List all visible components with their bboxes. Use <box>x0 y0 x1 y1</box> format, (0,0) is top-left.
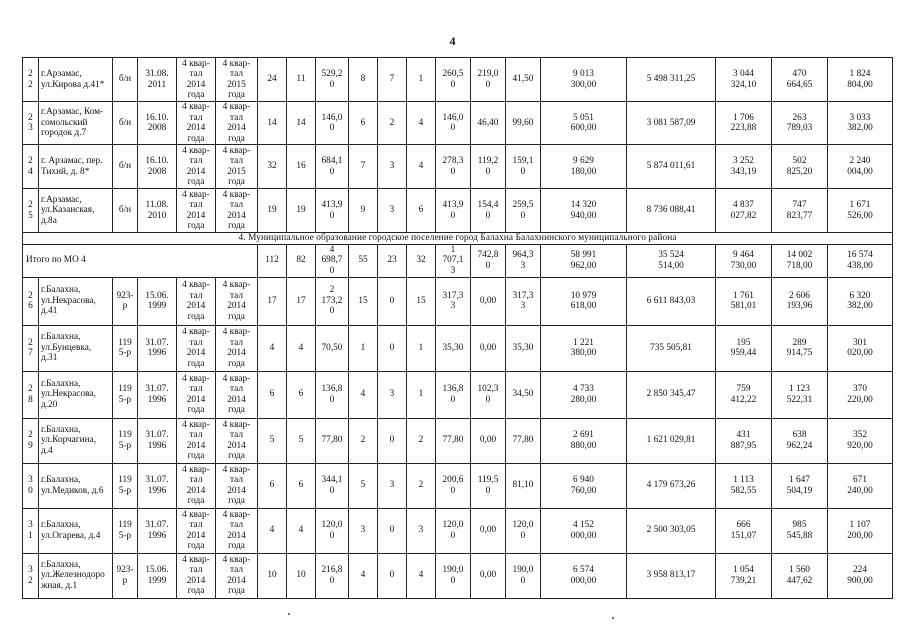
apartments-municipal-cell: 2 <box>407 418 436 463</box>
region-share-cell: 1 761 581,01 <box>716 277 772 325</box>
area-private-cell: 154,4 0 <box>471 189 506 233</box>
apartments-private-total: 23 <box>378 244 407 277</box>
actual-quarter-cell: 4 квар- тал 2014 года <box>216 418 258 463</box>
actual-quarter-cell: 4 квар- тал 2014 года <box>216 463 258 508</box>
document-number-cell: 119 5-р <box>113 508 138 553</box>
cost-total-cell: 14 320 940,00 <box>541 189 627 233</box>
planned-quarter-cell: 4 квар- тал 2014 года <box>177 277 216 325</box>
region-share-total: 9 464 730,00 <box>716 244 772 277</box>
residents-relocated-cell: 14 <box>287 102 316 145</box>
area-private-total: 742,8 0 <box>471 244 506 277</box>
document-date-cell: 31.08. 2011 <box>138 58 177 102</box>
apartments-private-cell: 0 <box>378 508 407 553</box>
local-share-cell: 985 545,88 <box>772 508 828 553</box>
other-funds-cell: 224 900,00 <box>828 553 893 598</box>
area-relocated-total: 1 707,1 3 <box>436 244 471 277</box>
region-share-cell: 666 151,07 <box>716 508 772 553</box>
area-total-cell: 413,9 0 <box>316 189 349 233</box>
row-number: 2 3 <box>23 102 39 145</box>
area-total-cell: 146,0 0 <box>316 102 349 145</box>
document-date-cell: 11.08. 2010 <box>138 189 177 233</box>
region-share-cell: 3 252 343,19 <box>716 145 772 189</box>
document-number-cell: 119 5-р <box>113 418 138 463</box>
area-relocated-cell: 278,3 0 <box>436 145 471 189</box>
fund-share-cell: 8 736 088,41 <box>627 189 716 233</box>
apartments-municipal-cell: 4 <box>407 553 436 598</box>
apartments-total-cell: 5 <box>349 463 378 508</box>
document-date-cell: 16.10. 2008 <box>138 145 177 189</box>
row-number: 2 7 <box>23 325 39 371</box>
planned-quarter-cell: 4 квар- тал 2014 года <box>177 102 216 145</box>
area-municipal-cell: 259,5 0 <box>506 189 541 233</box>
apartments-private-cell: 3 <box>378 145 407 189</box>
apartments-municipal-cell: 2 <box>407 463 436 508</box>
residents-total-total: 112 <box>258 244 287 277</box>
residents-total-cell: 14 <box>258 102 287 145</box>
apartments-municipal-cell: 1 <box>407 325 436 371</box>
document-date-cell: 15.06. 1999 <box>138 277 177 325</box>
cost-total-cell: 10 979 618,00 <box>541 277 627 325</box>
other-funds-cell: 352 920,00 <box>828 418 893 463</box>
row-number: 2 5 <box>23 189 39 233</box>
fund-share-total: 35 524 514,00 <box>627 244 716 277</box>
actual-quarter-cell: 4 квар- тал 2014 года <box>216 189 258 233</box>
apartments-total-cell: 3 <box>349 508 378 553</box>
area-relocated-cell: 146,0 0 <box>436 102 471 145</box>
table-row <box>23 277 893 325</box>
row-number: 3 2 <box>23 553 39 598</box>
apartments-total-cell: 2 <box>349 418 378 463</box>
local-share-cell: 1 647 504,19 <box>772 463 828 508</box>
apartments-total-cell: 9 <box>349 189 378 233</box>
total-label: Итого по МО 4 <box>23 244 258 277</box>
residents-relocated-total: 82 <box>287 244 316 277</box>
fund-share-cell: 2 850 345,47 <box>627 371 716 418</box>
apartments-private-cell: 3 <box>378 463 407 508</box>
residents-relocated-cell: 17 <box>287 277 316 325</box>
residents-relocated-cell: 19 <box>287 189 316 233</box>
address-cell: г.Балахна, ул.Некрасова, д.20 <box>39 371 113 418</box>
region-share-cell: 3 044 324,10 <box>716 58 772 102</box>
cost-total-cell: 4 733 280,00 <box>541 371 627 418</box>
row-number: 2 8 <box>23 371 39 418</box>
cost-total-cell: 9 013 300,00 <box>541 58 627 102</box>
row-number: 2 6 <box>23 277 39 325</box>
area-total-cell: 684,1 0 <box>316 145 349 189</box>
local-share-total: 14 002 718,00 <box>772 244 828 277</box>
residents-total-cell: 4 <box>258 508 287 553</box>
apartments-private-cell: 3 <box>378 189 407 233</box>
local-share-cell: 470 664,65 <box>772 58 828 102</box>
apartments-total-cell: 4 <box>349 371 378 418</box>
area-municipal-cell: 77,80 <box>506 418 541 463</box>
planned-quarter-cell: 4 квар- тал 2014 года <box>177 418 216 463</box>
fund-share-cell: 3 958 813,17 <box>627 553 716 598</box>
actual-quarter-cell: 4 квар- тал 2014 года <box>216 371 258 418</box>
apartments-municipal-cell: 4 <box>407 102 436 145</box>
fund-share-cell: 5 498 311,25 <box>627 58 716 102</box>
fund-share-cell: 5 874 011,61 <box>627 145 716 189</box>
apartments-private-cell: 3 <box>378 371 407 418</box>
document-number-cell: 119 5-р <box>113 371 138 418</box>
area-total-cell: 216,8 0 <box>316 553 349 598</box>
residents-total-cell: 6 <box>258 371 287 418</box>
area-private-cell: 46,40 <box>471 102 506 145</box>
address-cell: г.Балахна, ул.Огарева, д.4 <box>39 508 113 553</box>
planned-quarter-cell: 4 квар- тал 2014 года <box>177 371 216 418</box>
apartments-total-cell: 1 <box>349 325 378 371</box>
area-total-cell: 77,80 <box>316 418 349 463</box>
planned-quarter-cell: 4 квар- тал 2014 года <box>177 463 216 508</box>
residents-total-cell: 24 <box>258 58 287 102</box>
local-share-cell: 747 823,77 <box>772 189 828 233</box>
residents-total-cell: 5 <box>258 418 287 463</box>
document-number-cell: 119 5-р <box>113 325 138 371</box>
fund-share-cell: 6 611 843,03 <box>627 277 716 325</box>
actual-quarter-cell: 4 квар- тал 2014 года <box>216 508 258 553</box>
section-title: 4. Муниципальное образование городское поселение город Балахна Балахнинского муниципального района <box>23 233 893 245</box>
area-private-cell: 219,0 0 <box>471 58 506 102</box>
residents-relocated-cell: 16 <box>287 145 316 189</box>
local-share-cell: 263 789,03 <box>772 102 828 145</box>
housing-table <box>22 57 893 599</box>
document-number-cell: б/н <box>113 58 138 102</box>
cost-total-total: 58 991 962,00 <box>541 244 627 277</box>
area-total-cell: 120,0 0 <box>316 508 349 553</box>
local-share-cell: 502 825,20 <box>772 145 828 189</box>
row-number: 3 1 <box>23 508 39 553</box>
cost-total-cell: 9 629 180,00 <box>541 145 627 189</box>
row-number: 3 0 <box>23 463 39 508</box>
residents-relocated-cell: 10 <box>287 553 316 598</box>
region-share-cell: 1 054 739,21 <box>716 553 772 598</box>
area-private-cell: 0,00 <box>471 277 506 325</box>
address-cell: г.Балахна, ул.Железнодоро жная, д.1 <box>39 553 113 598</box>
other-funds-cell: 1 107 200,00 <box>828 508 893 553</box>
actual-quarter-cell: 4 квар- тал 2015 года <box>216 58 258 102</box>
local-share-cell: 289 914,75 <box>772 325 828 371</box>
area-relocated-cell: 200,6 0 <box>436 463 471 508</box>
fund-share-cell: 1 621 029,81 <box>627 418 716 463</box>
table-row <box>23 553 893 598</box>
residents-relocated-cell: 11 <box>287 58 316 102</box>
local-share-cell: 2 606 193,96 <box>772 277 828 325</box>
region-share-cell: 759 412,22 <box>716 371 772 418</box>
document-date-cell: 16.10. 2008 <box>138 102 177 145</box>
residents-relocated-cell: 6 <box>287 371 316 418</box>
apartments-private-cell: 2 <box>378 102 407 145</box>
area-relocated-cell: 190,0 0 <box>436 553 471 598</box>
table-row <box>23 463 893 508</box>
residents-total-cell: 32 <box>258 145 287 189</box>
apartments-total-cell: 7 <box>349 145 378 189</box>
local-share-cell: 638 962,24 <box>772 418 828 463</box>
other-funds-cell: 1 824 804,00 <box>828 58 893 102</box>
apartments-municipal-cell: 15 <box>407 277 436 325</box>
other-funds-cell: 2 240 004,00 <box>828 145 893 189</box>
row-number: 2 9 <box>23 418 39 463</box>
residents-relocated-cell: 4 <box>287 508 316 553</box>
document-date-cell: 31.07. 1996 <box>138 463 177 508</box>
area-municipal-cell: 34,50 <box>506 371 541 418</box>
scan-speck <box>288 613 290 615</box>
area-relocated-cell: 413,9 0 <box>436 189 471 233</box>
apartments-total-cell: 6 <box>349 102 378 145</box>
planned-quarter-cell: 4 квар- тал 2014 года <box>177 553 216 598</box>
residents-total-cell: 17 <box>258 277 287 325</box>
fund-share-cell: 4 179 673,26 <box>627 463 716 508</box>
row-number: 2 4 <box>23 145 39 189</box>
row-number: 2 2 <box>23 58 39 102</box>
document-number-cell: 923- р <box>113 277 138 325</box>
table-row <box>23 418 893 463</box>
cost-total-cell: 1 221 380,00 <box>541 325 627 371</box>
cost-total-cell: 4 152 000,00 <box>541 508 627 553</box>
document-number-cell: б/н <box>113 102 138 145</box>
residents-total-cell: 10 <box>258 553 287 598</box>
apartments-private-cell: 0 <box>378 418 407 463</box>
actual-quarter-cell: 4 квар- тал 2014 года <box>216 277 258 325</box>
area-total-cell: 529,2 0 <box>316 58 349 102</box>
table-row <box>23 102 893 145</box>
area-private-cell: 0,00 <box>471 508 506 553</box>
residents-relocated-cell: 6 <box>287 463 316 508</box>
residents-relocated-cell: 5 <box>287 418 316 463</box>
document-number-cell: б/н <box>113 145 138 189</box>
address-cell: г. Арзамас, пер. Тихий, д. 8* <box>39 145 113 189</box>
actual-quarter-cell: 4 квар- тал 2014 года <box>216 553 258 598</box>
region-share-cell: 1 706 223,88 <box>716 102 772 145</box>
area-private-cell: 0,00 <box>471 418 506 463</box>
scan-speck <box>612 617 614 619</box>
total-row <box>23 244 893 277</box>
apartments-municipal-total: 32 <box>407 244 436 277</box>
document-date-cell: 15.06. 1999 <box>138 553 177 598</box>
table-row <box>23 189 893 233</box>
document-date-cell: 31.07. 1996 <box>138 371 177 418</box>
actual-quarter-cell: 4 квар- тал 2015 года <box>216 145 258 189</box>
apartments-municipal-cell: 3 <box>407 508 436 553</box>
planned-quarter-cell: 4 квар- тал 2014 года <box>177 325 216 371</box>
area-relocated-cell: 120,0 0 <box>436 508 471 553</box>
planned-quarter-cell: 4 квар- тал 2014 года <box>177 58 216 102</box>
fund-share-cell: 735 505,81 <box>627 325 716 371</box>
area-municipal-cell: 81,10 <box>506 463 541 508</box>
other-funds-cell: 370 220,00 <box>828 371 893 418</box>
area-municipal-cell: 317,3 3 <box>506 277 541 325</box>
area-private-cell: 119,2 0 <box>471 145 506 189</box>
document-date-cell: 31.07. 1996 <box>138 508 177 553</box>
address-cell: г.Арзамас, ул.Кирова д.41* <box>39 58 113 102</box>
residents-total-cell: 6 <box>258 463 287 508</box>
other-funds-cell: 1 671 526,00 <box>828 189 893 233</box>
area-total-cell: 2 173,2 0 <box>316 277 349 325</box>
area-private-cell: 119,5 0 <box>471 463 506 508</box>
address-cell: г.Арзамас, ул.Казанская, д.8а <box>39 189 113 233</box>
document-date-cell: 31.07. 1996 <box>138 418 177 463</box>
residents-relocated-cell: 4 <box>287 325 316 371</box>
planned-quarter-cell: 4 квар- тал 2014 года <box>177 189 216 233</box>
area-municipal-cell: 190,0 0 <box>506 553 541 598</box>
apartments-private-cell: 0 <box>378 553 407 598</box>
residents-total-cell: 4 <box>258 325 287 371</box>
apartments-total-cell: 4 <box>349 553 378 598</box>
address-cell: г.Балахна, ул.Корчагина, д.4 <box>39 418 113 463</box>
region-share-cell: 195 959,44 <box>716 325 772 371</box>
table-row <box>23 145 893 189</box>
address-cell: г.Балахна, ул.Некрасова, д.41 <box>39 277 113 325</box>
area-municipal-total: 964,3 3 <box>506 244 541 277</box>
area-relocated-cell: 35,30 <box>436 325 471 371</box>
apartments-total-cell: 8 <box>349 58 378 102</box>
area-relocated-cell: 77,80 <box>436 418 471 463</box>
address-cell: г.Балахна, ул.Медиков, д.6 <box>39 463 113 508</box>
area-municipal-cell: 120,0 0 <box>506 508 541 553</box>
apartments-total-cell: 15 <box>349 277 378 325</box>
residents-total-cell: 19 <box>258 189 287 233</box>
apartments-municipal-cell: 4 <box>407 145 436 189</box>
area-municipal-cell: 159,1 0 <box>506 145 541 189</box>
area-municipal-cell: 41,50 <box>506 58 541 102</box>
apartments-private-cell: 7 <box>378 58 407 102</box>
area-relocated-cell: 260,5 0 <box>436 58 471 102</box>
document-number-cell: 119 5-р <box>113 463 138 508</box>
table-row <box>23 325 893 371</box>
cost-total-cell: 6 574 000,00 <box>541 553 627 598</box>
table-row <box>23 371 893 418</box>
table-row <box>23 508 893 553</box>
fund-share-cell: 3 081 587,09 <box>627 102 716 145</box>
other-funds-cell: 671 240,00 <box>828 463 893 508</box>
document-date-cell: 31.07. 1996 <box>138 325 177 371</box>
area-private-cell: 0,00 <box>471 553 506 598</box>
apartments-total-total: 55 <box>349 244 378 277</box>
other-funds-cell: 6 320 382,00 <box>828 277 893 325</box>
local-share-cell: 1 560 447,62 <box>772 553 828 598</box>
actual-quarter-cell: 4 квар- тал 2014 года <box>216 325 258 371</box>
area-total-cell: 136,8 0 <box>316 371 349 418</box>
document-number-cell: б/н <box>113 189 138 233</box>
other-funds-cell: 301 020,00 <box>828 325 893 371</box>
area-private-cell: 102,3 0 <box>471 371 506 418</box>
area-total-cell: 70,50 <box>316 325 349 371</box>
planned-quarter-cell: 4 квар- тал 2014 года <box>177 145 216 189</box>
area-total-total: 4 698,7 0 <box>316 244 349 277</box>
address-cell: г.Арзамас, Ком- сомольский городок д.7 <box>39 102 113 145</box>
address-cell: г.Балахна, ул.Бунцевка, д.31 <box>39 325 113 371</box>
area-relocated-cell: 136,8 0 <box>436 371 471 418</box>
area-municipal-cell: 99,60 <box>506 102 541 145</box>
page-number: 4 <box>449 34 456 48</box>
cost-total-cell: 5 051 600,00 <box>541 102 627 145</box>
area-private-cell: 0,00 <box>471 325 506 371</box>
apartments-municipal-cell: 6 <box>407 189 436 233</box>
actual-quarter-cell: 4 квар- тал 2014 года <box>216 102 258 145</box>
region-share-cell: 4 837 027,82 <box>716 189 772 233</box>
table-row <box>23 58 893 102</box>
planned-quarter-cell: 4 квар- тал 2014 года <box>177 508 216 553</box>
fund-share-cell: 2 500 303,05 <box>627 508 716 553</box>
apartments-private-cell: 0 <box>378 277 407 325</box>
local-share-cell: 1 123 522,31 <box>772 371 828 418</box>
region-share-cell: 431 887,95 <box>716 418 772 463</box>
document-number-cell: 923- р <box>113 553 138 598</box>
other-funds-cell: 3 033 382,00 <box>828 102 893 145</box>
cost-total-cell: 2 691 880,00 <box>541 418 627 463</box>
table-body <box>23 58 893 599</box>
apartments-municipal-cell: 1 <box>407 371 436 418</box>
area-total-cell: 344,1 0 <box>316 463 349 508</box>
region-share-cell: 1 113 582,55 <box>716 463 772 508</box>
section-row <box>23 233 893 245</box>
other-funds-total: 16 574 438,00 <box>828 244 893 277</box>
area-municipal-cell: 35,30 <box>506 325 541 371</box>
apartments-municipal-cell: 1 <box>407 58 436 102</box>
area-relocated-cell: 317,3 3 <box>436 277 471 325</box>
apartments-private-cell: 0 <box>378 325 407 371</box>
cost-total-cell: 6 940 760,00 <box>541 463 627 508</box>
